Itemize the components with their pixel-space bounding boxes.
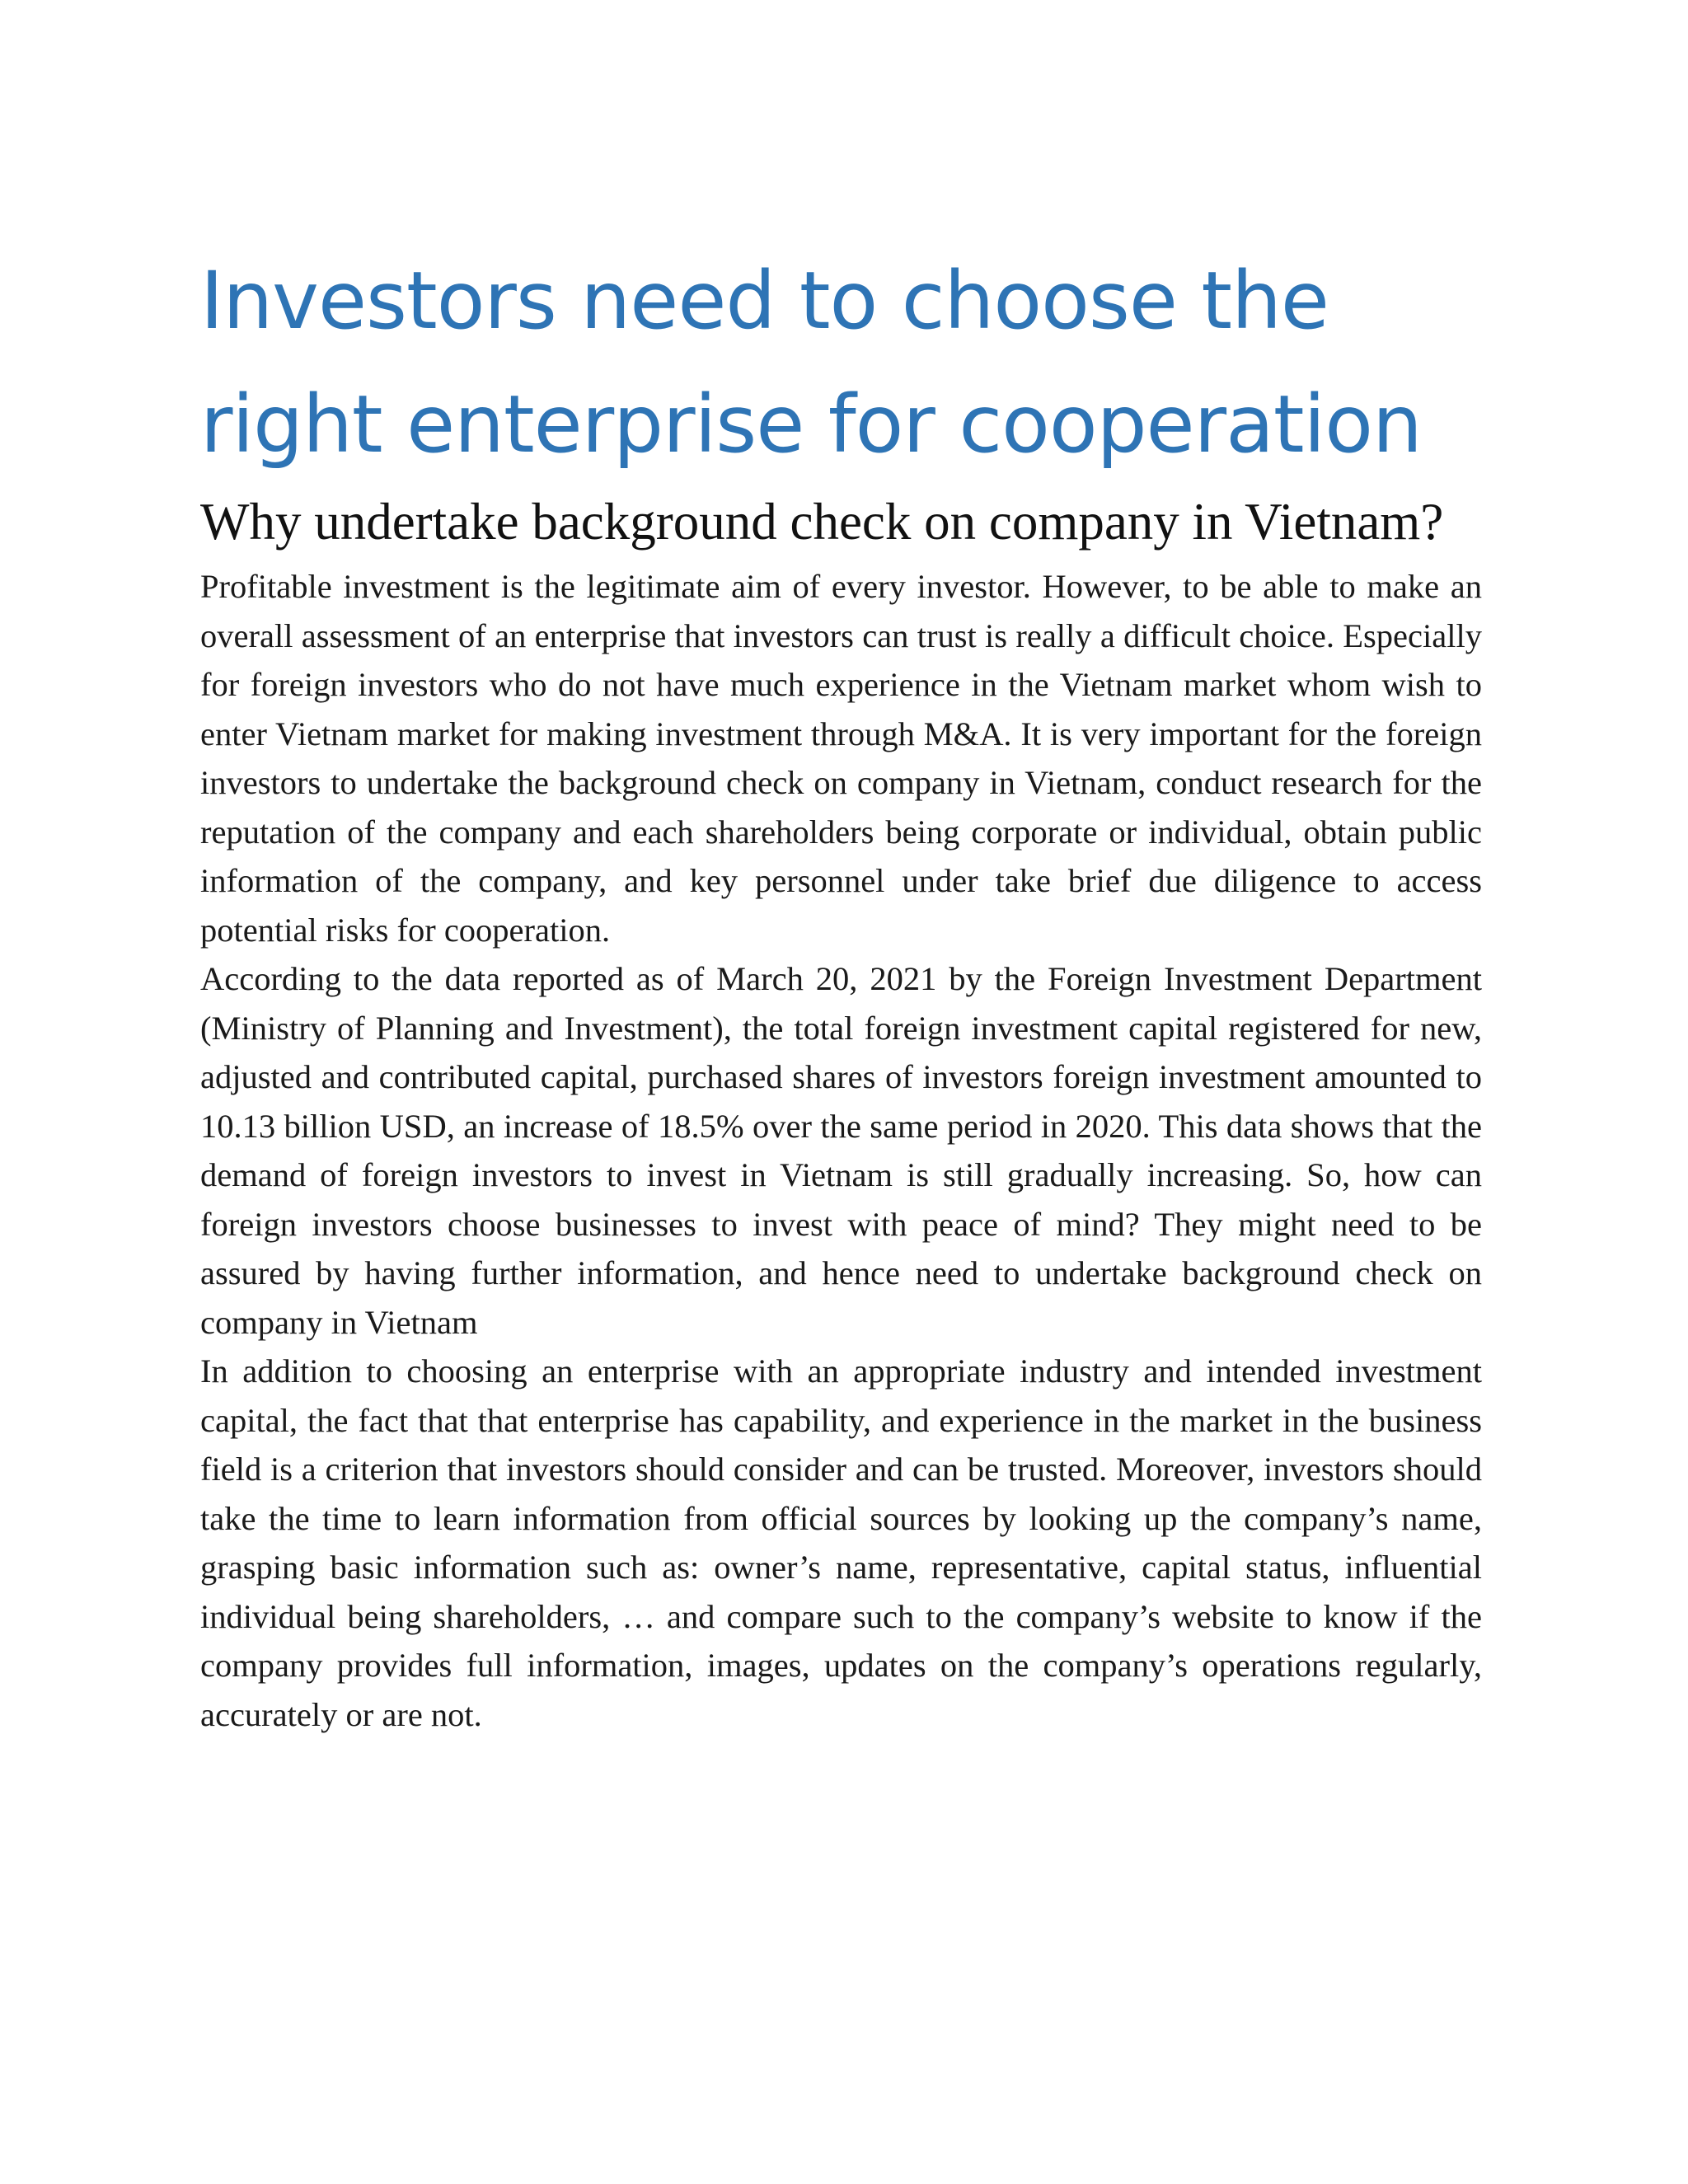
paragraph-criteria: In addition to choosing an enterprise with an appropriate industry and intended investment capital, the fact that that enterprise has capability, and experience in the market in the business field is a criterion that investors should consider and can be trusted. Moreover, investors should take the time to learn information from official sources by looking up the company’s name, grasping basic information such as: owner’s name, representative, capital status, influential individual being shareholders, … and compare such to the company’s website to know if the company provides full information, images, updates on the company’s operations regularly, accurately or are not. [200, 1352, 1482, 1733]
document-title: Investors need to choose the right enterprise for cooperation [200, 255, 1422, 471]
paragraph-statistics: According to the data reported as of March 20, 2021 by the Foreign Investment Department (Ministry of Planning and Investment), the total foreign investment capital registered for new, adjusted and contributed capital, purchased shares of investors foreign investment amounted to 10.13 billion USD, an increase of 18.5% over the same period in 2020. This data shows that the demand of foreign investors to invest in Vietnam is still gradually increasing. So, how can foreign investors choose businesses to invest with peace of mind? They might need to be assured by having further information, and hence need to undertake background check on company in Vietnam [200, 960, 1482, 1341]
section-heading: Why undertake background check on company in Vietnam? [200, 493, 1444, 551]
document-body [200, 239, 1482, 1739]
paragraph-intro: Profitable investment is the legitimate aim of every investor. However, to be able to make an overall assessment of an enterprise that investors can trust is really a difficult choice. Especially for foreign investors who do not have much experience in the Vietnam market whom wish to enter Vietnam market for making investment through M&A. It is very important for the foreign investors to undertake the background check on company in Vietnam, conduct research for the reputation of the company and each shareholders being corporate or individual, obtain public information of the company, and key personnel under take brief due diligence to access potential risks for cooperation. [200, 568, 1482, 949]
